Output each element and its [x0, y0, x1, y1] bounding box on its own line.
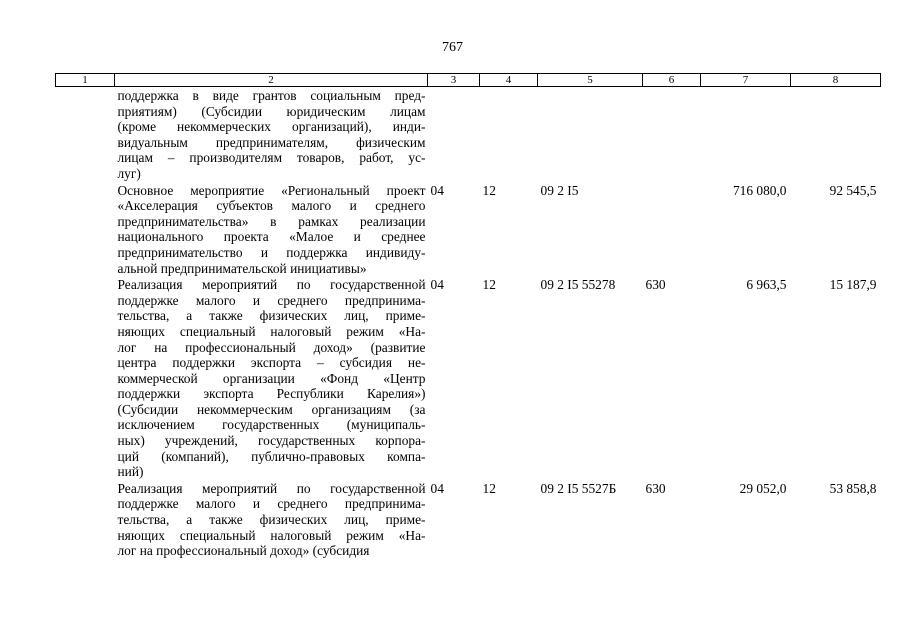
cell-subsection: 12: [482, 480, 496, 496]
description-line: коммерческой организации «Фонд «Центр: [117, 370, 426, 386]
description-line: поддержка в виде грантов социальным пред-: [117, 88, 426, 103]
description-line: Реализация мероприятий по государственной: [117, 480, 426, 496]
table-row: [56, 87, 881, 182]
cell-col-1: [56, 182, 115, 277]
description-line: ций (компаний), публично-правовых компа-: [117, 448, 426, 464]
description-line: «Акселерация субъектов малого и среднего: [117, 198, 426, 214]
table-body: [56, 87, 881, 559]
description-line: национального проекта «Малое и среднее: [117, 229, 426, 245]
cell-col-1: [56, 87, 115, 182]
description-line: центра поддержки экспорта – субсидия не-: [117, 355, 426, 371]
cell-target-article: 09 2 I5: [540, 182, 579, 198]
table-row: [56, 480, 881, 559]
description-line: поддержке малого и среднего предпринима-: [117, 292, 426, 308]
cell-target-article: 09 2 I5 55278: [540, 277, 616, 293]
budget-table: [55, 73, 881, 559]
cell-amount-2: 92 545,5: [829, 182, 877, 198]
table-row: [56, 276, 881, 480]
cell-amount-2: [791, 87, 881, 182]
header-col-4: 4: [480, 74, 538, 87]
header-col-2: 2: [115, 74, 428, 87]
header-col-3: 3: [428, 74, 480, 87]
description-line: тельства, а также физических лиц, приме-: [117, 308, 426, 324]
description-line: поддержке малого и среднего предпринима-: [117, 496, 426, 512]
header-col-7: 7: [701, 74, 791, 87]
header-col-1: 1: [56, 74, 115, 87]
cell-subsection: 12: [482, 182, 496, 198]
cell-subsection: 12: [482, 277, 496, 293]
description-line: Реализация мероприятий по государственной: [117, 277, 426, 293]
cell-amount-1: 716 080,0: [732, 182, 787, 198]
table-header: [56, 74, 881, 87]
description-line: (Субсидии некоммерческим организациям (за: [117, 401, 426, 417]
cell-description: [115, 87, 428, 182]
header-row: [56, 74, 881, 87]
description-line: лицам – производителям товаров, работ, ус-: [117, 150, 426, 166]
cell-section: 04: [430, 182, 444, 198]
description-line: лог на профессиональный доход» (развитие: [117, 339, 426, 355]
cell-description: [115, 276, 428, 480]
description-line: приятиям) (Субсидии юридическим лицам: [117, 103, 426, 119]
cell-amount-1: 29 052,0: [739, 480, 787, 496]
description-line: поддержки экспорта Республики Карелия»): [117, 386, 426, 402]
description-line: няющих специальный налоговый режим «На-: [117, 323, 426, 339]
cell-amount-2: 15 187,9: [829, 277, 877, 293]
cell-target-article: [538, 87, 643, 182]
cell-description: [115, 480, 428, 559]
cell-amount-2: 53 858,8: [829, 480, 877, 496]
page-number: 767: [442, 40, 463, 55]
description-line: тельства, а также физических лиц, приме-: [117, 512, 426, 528]
description-line: (кроме некоммерческих организаций), инди-: [117, 119, 426, 135]
description-line: ний): [117, 464, 144, 480]
cell-col-1: [56, 480, 115, 559]
table-row: [56, 182, 881, 277]
header-col-5: 5: [538, 74, 643, 87]
cell-expense-type: [643, 182, 701, 277]
cell-expense-type: 630: [645, 277, 666, 293]
cell-section: 04: [430, 277, 444, 293]
cell-section: [428, 87, 480, 182]
cell-subsection: [480, 87, 538, 182]
description-line: луг): [117, 165, 141, 181]
cell-description: [115, 182, 428, 277]
description-line: Основное мероприятие «Региональный проект: [117, 182, 426, 198]
cell-target-article: 09 2 I5 5527Б: [540, 480, 617, 496]
header-col-8: 8: [791, 74, 881, 87]
description-line: альной предпринимательской инициативы»: [117, 260, 367, 276]
cell-amount-1: [701, 87, 791, 182]
description-line: предпринимательства» в рамках реализации: [117, 213, 426, 229]
cell-col-1: [56, 276, 115, 480]
cell-expense-type: [643, 87, 701, 182]
description-line: исключением государственных (муниципаль-: [117, 417, 426, 433]
cell-expense-type: 630: [645, 480, 666, 496]
cell-amount-1: 6 963,5: [746, 277, 787, 293]
cell-section: 04: [430, 480, 444, 496]
description-line: няющих специальный налоговый режим «На-: [117, 527, 426, 543]
description-line: видуальным предпринимателям, физическим: [117, 134, 426, 150]
header-col-6: 6: [643, 74, 701, 87]
description-line: предпринимательство и поддержка индивиду-: [117, 244, 426, 260]
description-line: ных) учреждений, государственных корпора-: [117, 433, 426, 449]
description-line: лог на профессиональный доход» (субсидия: [117, 543, 370, 559]
